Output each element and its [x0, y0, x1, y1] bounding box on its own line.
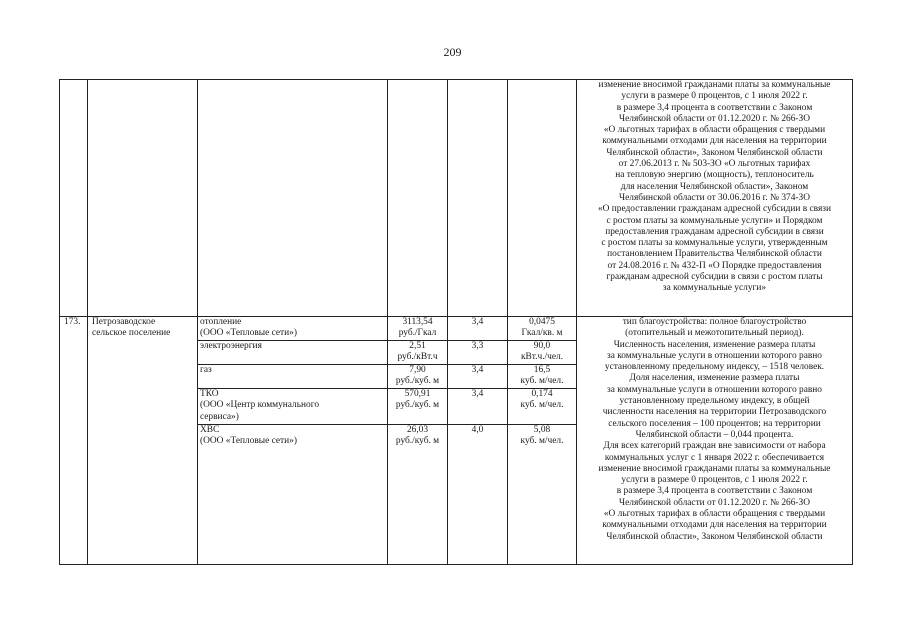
service-percent: 4,0 [448, 425, 508, 565]
service-norm: 5,08 куб. м/чел. [508, 425, 577, 565]
service-tariff: 570,91 руб./куб. м [388, 389, 448, 425]
service-norm: 0,174 куб. м/чел. [508, 389, 577, 425]
description-line: с ростом платы за коммунальные услуги» и Порядком [606, 215, 823, 226]
row-number: 173. [60, 317, 88, 565]
service-norm: 90,0 кВт.ч./чел. [508, 341, 577, 365]
description-line: установленному предельному индексу, в общей [619, 396, 810, 407]
description-line: изменение вносимой гражданами платы за коммунальные [598, 80, 831, 90]
description-line: установленному предельному индексу, – 1518 человек. [604, 362, 825, 373]
description-line: Для всех категорий граждан вне зависимости от набора [603, 441, 826, 452]
service-norm: 16,5 куб. м/чел. [508, 365, 577, 389]
description-line: коммунальных услуг с 1 января 2022 г. обеспечивается [604, 452, 825, 463]
settlement-name: Петрозаводское сельское поселение [88, 317, 198, 565]
description-line: в размере 3,4 процента в соответствии с Законом [616, 102, 813, 113]
description-line: услуги в размере 0 процентов, с 1 июля 2022 г. [621, 475, 808, 486]
description-line: коммунальными отходами для населения на территории [602, 520, 827, 531]
description-line: сельского поселения – 100 процентов; на территории [608, 418, 821, 429]
description-line: от 24.08.2016 г. № 432-П «О Порядке предоставления [607, 260, 822, 271]
description-line: Челябинской области от 01.12.2020 г. № 266-ЗО [619, 497, 810, 508]
description-line: за коммунальные услуги» [662, 283, 767, 294]
description-line: Челябинской области от 30.06.2016 г. № 374-ЗО [619, 192, 810, 203]
page-number: 209 [443, 45, 462, 59]
description-line: «О льготных тарифах в области обращения с твердыми [603, 509, 826, 520]
service-name: газ [198, 365, 388, 389]
description-line: гражданам адресной субсидии в связи с ростом платы [606, 272, 823, 283]
description-line: (отопительный и межотопительный период). [625, 328, 804, 339]
description-line: Челябинской области», Законом Челябинской области [606, 531, 823, 542]
row-173-description [577, 317, 853, 565]
description-line: в размере 3,4 процента в соответствии с Законом [616, 486, 813, 497]
description-line: предоставления гражданам адресной субсидии в связи [605, 226, 824, 237]
cell-percent [448, 80, 508, 317]
description-line: Доля населения, изменение размера платы [629, 373, 800, 384]
cell-norm [508, 80, 577, 317]
description-line: постановлением Правительства Челябинской области [607, 249, 822, 260]
tariff-table [59, 79, 853, 565]
description-line: на тепловую энергию (мощность), теплоноситель [615, 170, 814, 181]
cell-tariff [388, 80, 448, 317]
cell-settlement [88, 80, 198, 317]
service-name: ТКО (ООО «Центр коммунального сервиса») [198, 389, 388, 425]
service-tariff: 3113,54 руб./Гкал [388, 317, 448, 341]
cell-number [60, 80, 88, 317]
service-percent: 3,4 [448, 365, 508, 389]
service-percent: 3,4 [448, 317, 508, 341]
service-percent: 3,4 [448, 389, 508, 425]
service-percent: 3,3 [448, 341, 508, 365]
description-line: численности населения на территории Петрозаводского [602, 407, 827, 418]
description-line: Челябинской области от 01.12.2020 г. № 266-ЗО [619, 113, 810, 124]
description-line: Челябинской области – 0,044 процента. [635, 429, 794, 440]
description-line: для населения Челябинской области», Законом [620, 181, 809, 192]
table-row-173-heating [60, 317, 853, 341]
description-line: «О льготных тарифах в области обращения с твердыми [603, 125, 826, 136]
service-norm: 0,0475 Гкал/кв. м [508, 317, 577, 341]
service-name: электроэнергия [198, 341, 388, 365]
description-line: «О предоставлении гражданам адресной субсидии в связи [597, 204, 832, 215]
description-line: за коммунальные услуги в отношении которого равно [606, 350, 822, 361]
description-line: изменение вносимой гражданами платы за коммунальные [598, 463, 831, 474]
service-tariff: 7,90 руб./куб. м [388, 365, 448, 389]
table-row-continuation [60, 80, 853, 317]
description-line: от 27.06.2013 г. № 503-ЗО «О льготных тарифах [618, 159, 811, 170]
description-line: Численность населения, изменение размера платы [613, 339, 816, 350]
description-line: с ростом платы за коммунальные услуги, утвержденным [601, 238, 828, 249]
description-line: услуги в размере 0 процентов, с 1 июля 2022 г. [621, 91, 808, 102]
service-tariff: 2,51 руб./кВт.ч [388, 341, 448, 365]
description-line: Челябинской области», Законом Челябинской области [606, 147, 823, 158]
service-tariff: 26,03 руб./куб. м [388, 425, 448, 565]
description-line: коммунальными отходами для населения на территории [602, 136, 827, 147]
cell-description [577, 80, 853, 317]
service-name: ХВС (ООО «Тепловые сети») [198, 425, 388, 565]
description-line: тип благоустройства: полное благоустройство [622, 317, 807, 327]
cell-service [198, 80, 388, 317]
service-name: отопление (ООО «Тепловые сети») [198, 317, 388, 341]
description-line: за коммунальные услуги в отношении которого равно [606, 384, 822, 395]
